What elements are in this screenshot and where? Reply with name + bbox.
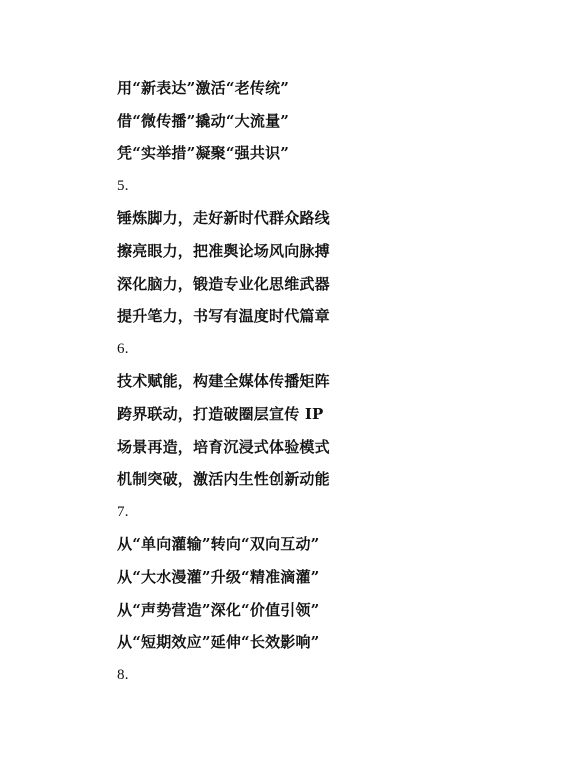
document-body bbox=[117, 72, 477, 691]
section-number: 8. bbox=[117, 666, 129, 683]
section-number: 7. bbox=[117, 503, 129, 520]
text-line: 技术赋能，构建全媒体传播矩阵 bbox=[117, 372, 330, 391]
text-line: 从“声势营造”深化“价值引领” bbox=[117, 600, 320, 619]
text-line: 跨界联动，打造破圈层宣传 IP bbox=[117, 404, 324, 423]
text-line: 凭“实举措”凝聚“强共识” bbox=[117, 144, 290, 163]
text-line: 用“新表达”激活“老传统” bbox=[117, 79, 290, 97]
text-line: 借“微传播”撬动“大流量” bbox=[117, 111, 290, 130]
text-line: 深化脑力，锻造专业化思维武器 bbox=[117, 274, 330, 293]
text-line: 擦亮眼力，把准舆论场风向脉搏 bbox=[117, 241, 330, 260]
text-line: 提升笔力，书写有温度时代篇章 bbox=[117, 307, 330, 326]
section-number: 5. bbox=[117, 177, 129, 194]
text-line: 锤炼脚力，走好新时代群众路线 bbox=[117, 209, 330, 228]
text-line: 场景再造，培育沉浸式体验模式 bbox=[117, 437, 330, 456]
text-line: 从“单向灌输”转向“双向互动” bbox=[117, 535, 320, 554]
text-line: 机制突破，激活内生性创新动能 bbox=[117, 470, 330, 489]
section-number: 6. bbox=[117, 340, 129, 357]
text-line: 从“大水漫灌”升级“精准滴灌” bbox=[117, 567, 320, 586]
text-line: 从“短期效应”延伸“长效影响” bbox=[117, 633, 320, 652]
